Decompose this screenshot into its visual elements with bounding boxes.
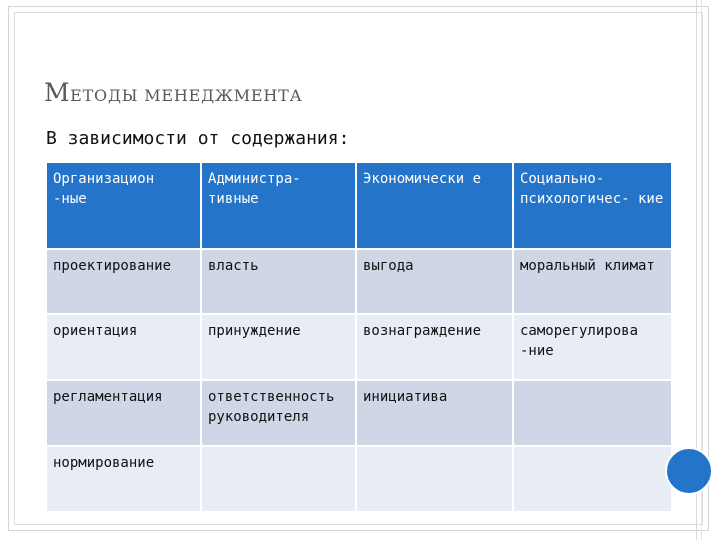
table-cell: инициатива bbox=[356, 380, 513, 446]
methods-table bbox=[45, 161, 673, 513]
table-cell: нормирование bbox=[46, 446, 201, 512]
title-first-letter: М bbox=[44, 78, 71, 107]
title-word-2: МЕНЕДЖМЕНТА bbox=[144, 86, 303, 105]
table-cell: регламентация bbox=[46, 380, 201, 446]
table-cell: саморегулирова -ние bbox=[513, 314, 672, 380]
table-row bbox=[46, 446, 672, 512]
table-cell bbox=[201, 446, 356, 512]
table-header-row bbox=[46, 162, 672, 249]
table-cell bbox=[513, 380, 672, 446]
table-row bbox=[46, 380, 672, 446]
table-cell: принуждение bbox=[201, 314, 356, 380]
table-row bbox=[46, 314, 672, 380]
header-cell: Социально- психологичес- кие bbox=[513, 162, 672, 249]
table-cell: ориентация bbox=[46, 314, 201, 380]
header-cell: Экономически е bbox=[356, 162, 513, 249]
table-cell: вознаграждение bbox=[356, 314, 513, 380]
title-word-1: ЕТОДЫ bbox=[70, 86, 145, 105]
slide-subtitle: В зависимости от содержания: bbox=[46, 128, 350, 149]
table-cell bbox=[356, 446, 513, 512]
table-cell: выгода bbox=[356, 249, 513, 314]
table-cell bbox=[513, 446, 672, 512]
table-cell: проектирование bbox=[46, 249, 201, 314]
header-cell: Организацион -ные bbox=[46, 162, 201, 249]
table-cell: ответственность руководителя bbox=[201, 380, 356, 446]
slide-title bbox=[44, 78, 303, 107]
table-row bbox=[46, 249, 672, 314]
header-cell: Администра- тивные bbox=[201, 162, 356, 249]
slide-decoration-circle bbox=[665, 447, 713, 495]
table-cell: власть bbox=[201, 249, 356, 314]
table-cell: моральный климат bbox=[513, 249, 672, 314]
